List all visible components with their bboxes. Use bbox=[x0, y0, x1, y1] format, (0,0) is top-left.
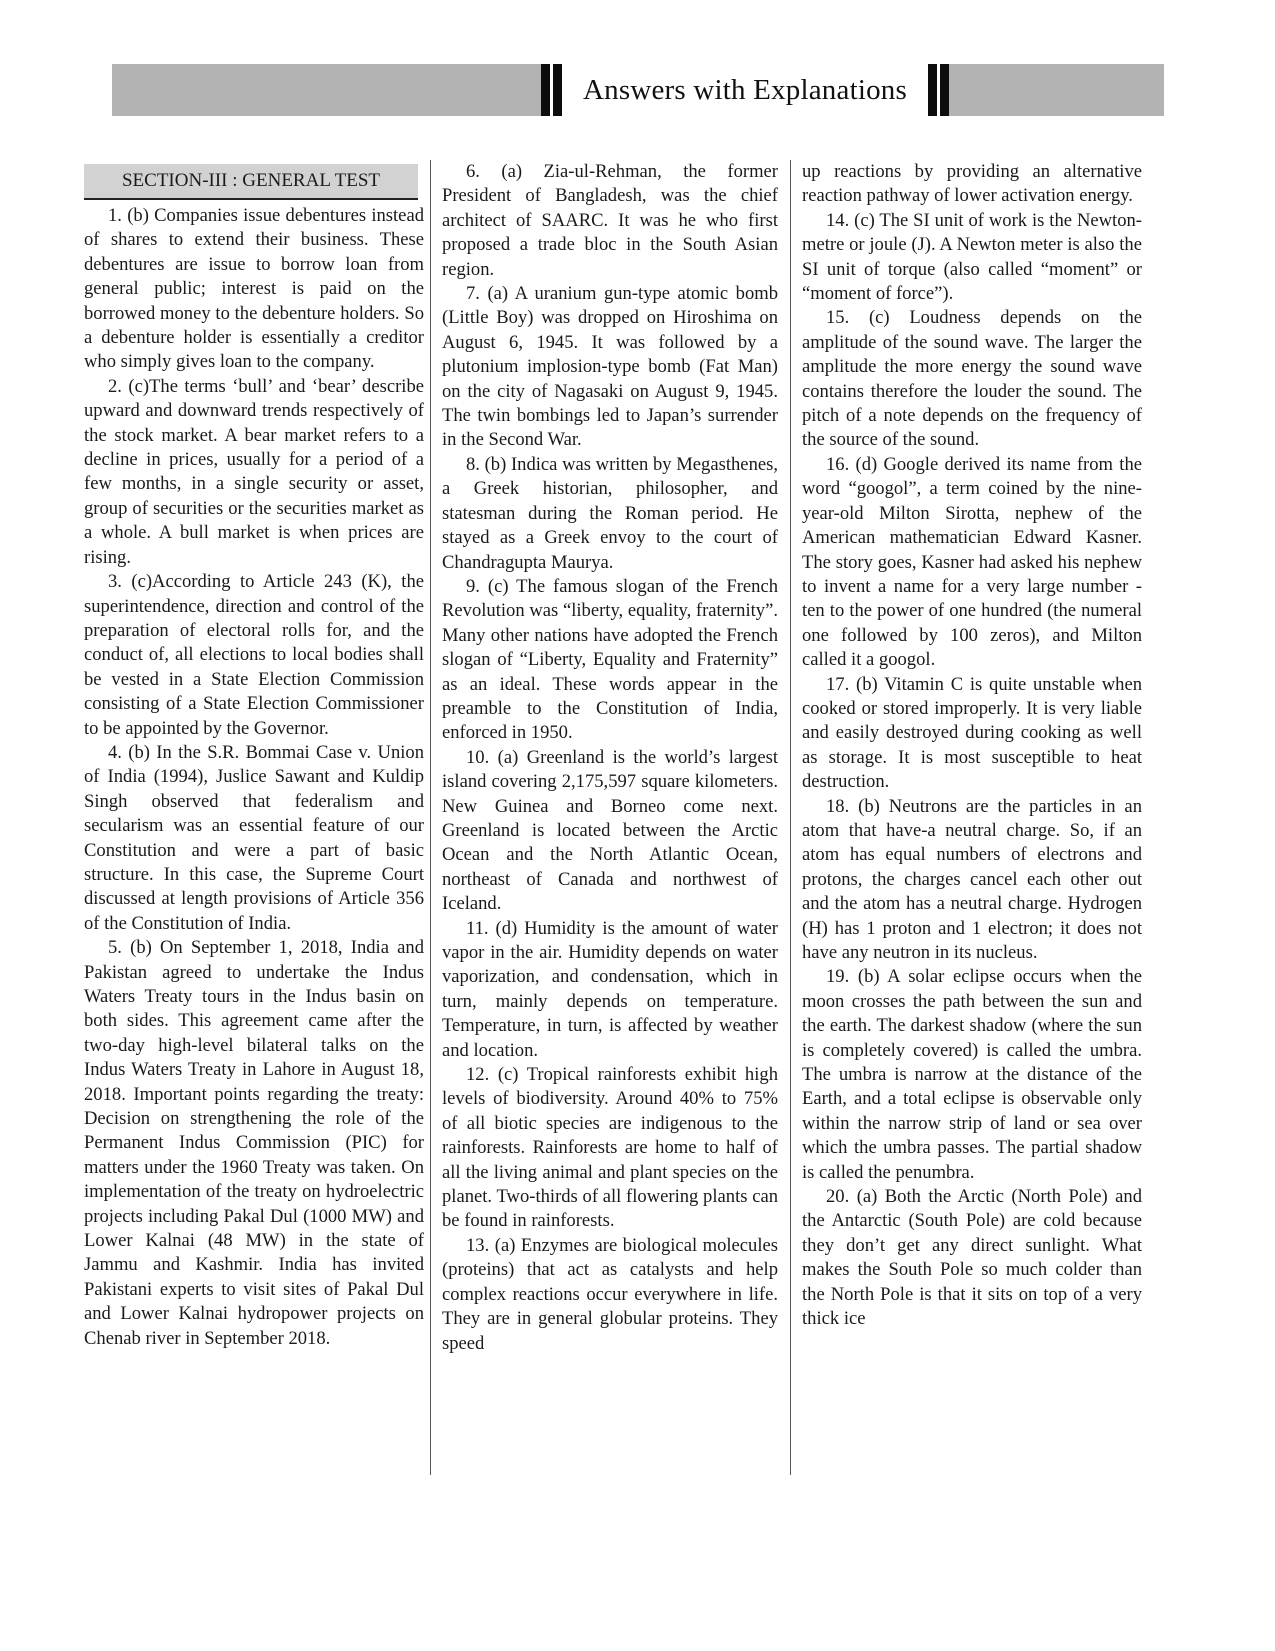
answer-1: 1. (b) Companies issue debentures instead of shares to extend their business. These debentures are issue to borrow loan from general public; interest is paid on the borrowed money to the debenture holders. So a debenture holder is essentially a creditor who simply gives loan to the company. bbox=[84, 205, 424, 373]
answer-17: 17. (b) Vitamin C is quite unstable when cooked or stored improperly. It is very liable and easily destroyed during cooking as well as storage. It is most susceptible to heat destruction. bbox=[802, 673, 1142, 793]
answer-2: 2. (c)The terms ‘bull’ and ‘bear’ describe upward and downward trends respectively of the stock market. A bear market refers to a decline in prices, usually for a period of a few months, in a single security or asset, group of securities or the securities market as a whole. A bull market is when prices are rising. bbox=[84, 375, 424, 568]
answer-10: 10. (a) Greenland is the world’s largest island covering 2,175,597 square kilometers. New Guinea and Borneo come next. Greenland is located between the Arctic Ocean and the North Atlantic Ocean, northeast of Canada and northwest of Iceland. bbox=[442, 746, 778, 915]
answer-9: 9. (c) The famous slogan of the French Revolution was “liberty, equality, fraternity”. Many other nations have adopted the French slogan of “Liberty, Equality and Fraternity” as an ideal. These words appear in the preamble to the Constitution of India, enforced in 1950. bbox=[442, 575, 778, 744]
title-bar bbox=[112, 64, 1164, 116]
answer-3: 3. (c)According to Article 243 (K), the superintendence, direction and control of the preparation of electoral rolls for, and the conduct of, all elections to local bodies shall be vested in a State Election Commission consisting of a State Election Commissioner to be appointed by the Governor. bbox=[84, 571, 424, 739]
title-box bbox=[541, 64, 949, 116]
title-bar-right-mark bbox=[940, 64, 949, 116]
title-bar-right-mark-2 bbox=[928, 64, 937, 116]
title-bar-left-mark bbox=[541, 64, 550, 116]
answer-20: 20. (a) Both the Arctic (North Pole) and the Antarctic (South Pole) are cold because they don’t get any direct sunlight. What makes the South Pole so much colder than the North Pole is that it sits on top of a very thick ice bbox=[802, 1186, 1142, 1330]
page-title: Answers with Explanations bbox=[583, 73, 907, 106]
answer-6: 6. (a) Zia-ul-Rehman, the former President of Bangladesh, was the chief architect of SAARC. It was he who first proposed a trade bloc in the South Asian region. bbox=[442, 161, 778, 280]
section-heading: SECTION-III : GENERAL TEST bbox=[84, 164, 418, 200]
answer-8: 8. (b) Indica was written by Megasthenes, a Greek historian, philosopher, and statesman during the Roman period. He stayed as a Greek envoy to the court of Chandragupta Maurya. bbox=[442, 453, 778, 573]
title-bar-left-mark-2 bbox=[553, 64, 562, 116]
answer-11: 11. (d) Humidity is the amount of water vapor in the air. Humidity depends on water vaporization, and condensation, which in turn, mainly depends on temperature. Temperature, in turn, is affected by weather and location. bbox=[442, 917, 778, 1061]
answer-12: 12. (c) Tropical rainforests exhibit high levels of biodiversity. Around 40% to 75% of all biotic species are indigenous to the rainforests. Rainforests are home to half of all the living animal and plant species on the planet. Two-thirds of all flowering plants can be found in rainforests. bbox=[442, 1064, 778, 1232]
column-2 bbox=[442, 160, 778, 1356]
answer-7: 7. (a) A uranium gun-type atomic bomb (Little Boy) was dropped on Hiroshima on August 6, 1945. It was followed by a plutonium implosion-type bomb (Fat Man) on the city of Nagasaki on August 9, 1945. The twin bombings led to Japan’s surrender in the Second War. bbox=[442, 283, 778, 451]
answer-19: 19. (b) A solar eclipse occurs when the moon crosses the path between the sun and the earth. The darkest shadow (where the sun is completely covered) is called the umbra. The umbra is narrow at the distance of the Earth, and a total eclipse is observable only within the narrow strip of land or sea over which the umbra passes. The partial shadow is called the penumbra. bbox=[802, 966, 1142, 1183]
answer-4: 4. (b) In the S.R. Bommai Case v. Union of India (1994), Juslice Sawant and Kuldip Singh observed that federalism and secularism was an essential feature of our Constitution and were a part of basic structure. In this case, the Supreme Court discussed at length provisions of Article 356 of the Constitution of India. bbox=[84, 741, 424, 934]
column-divider-1 bbox=[430, 160, 431, 1475]
column-1 bbox=[84, 160, 424, 1351]
column-divider-2 bbox=[790, 160, 791, 1475]
answer-13-continued: up reactions by providing an alternative reaction pathway of lower activation energy. bbox=[802, 161, 1142, 207]
answer-14: 14. (c) The SI unit of work is the Newton-metre or joule (J). A Newton meter is also the SI unit of torque (also called “moment” or “moment of force”). bbox=[802, 209, 1142, 305]
answer-16: 16. (d) Google derived its name from the word “googol”, a term coined by the nine-year-old Milton Sirotta, nephew of the American mathematician Edward Kasner. The story goes, Kasner had asked his nephew to invent a name for a very large number - ten to the power of one hundred (the numeral one followed by 100 zeros), and Milton called it a googol. bbox=[802, 453, 1142, 671]
column-3 bbox=[802, 160, 1142, 1332]
answer-13: 13. (a) Enzymes are biological molecules (proteins) that act as catalysts and help complex reactions occur everywhere in life. They are in general globular proteins. They speed bbox=[442, 1234, 778, 1354]
answer-18: 18. (b) Neutrons are the particles in an atom that have-a neutral charge. So, if an atom has equal numbers of electrons and protons, the charges cancel each other out and the atom has a neutral charge. Hydrogen (H) has 1 proton and 1 electron; it does not have any neutron in its nucleus. bbox=[802, 795, 1142, 963]
answer-15: 15. (c) Loudness depends on the amplitude of the sound wave. The larger the amplitude the more energy the sound wave contains therefore the louder the sound. The pitch of a note depends on the frequency of the source of the sound. bbox=[802, 307, 1142, 451]
answer-5: 5. (b) On September 1, 2018, India and Pakistan agreed to undertake the Indus Waters Treaty tours in the Indus basin on both sides. This agreement came after the two-day high-level bilateral talks on the Indus Waters Treaty in Lahore in August 18, 2018. Important points regarding the treaty: Decision on strengthening the role of the Permanent Indus Commission (PIC) for matters under the 1960 Treaty was taken. On implementation of the treaty on hydroelectric projects including Pakal Dul (1000 MW) and Lower Kalnai (48 MW) in the state of Jammu and Kashmir. India has invited Pakistani experts to visit sites of Pakal Dul and Lower Kalnai hydropower projects on Chenab river in September 2018. bbox=[84, 937, 424, 1349]
